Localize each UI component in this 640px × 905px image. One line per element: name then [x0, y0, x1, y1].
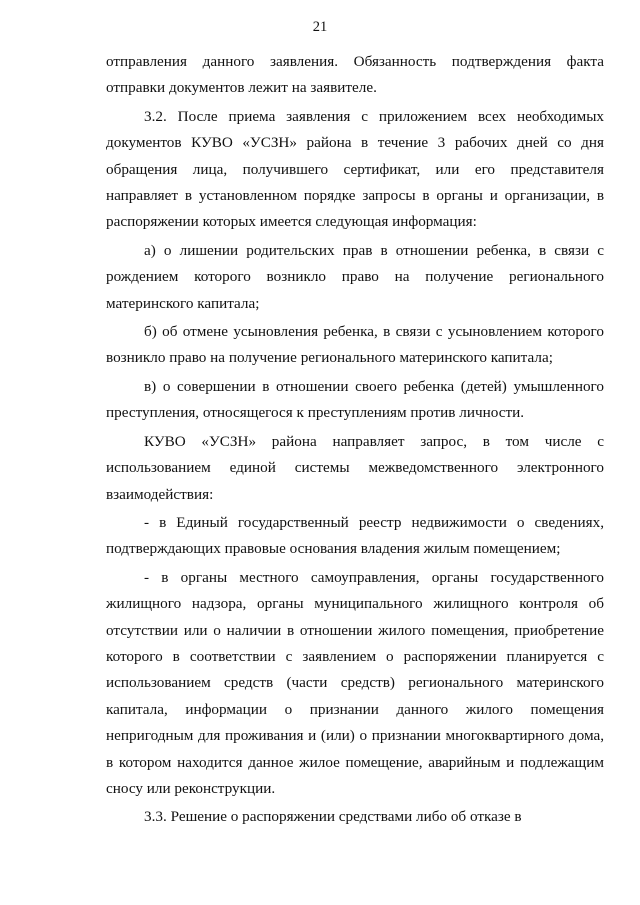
paragraph-continuation: отправления данного заявления. Обязанность подтверждения факта отправки документов лежит на заявителе. — [106, 53, 604, 97]
paragraph-dash-authorities: - в органы местного самоуправления, органы государственного жилищного надзора, органы муниципального жилищного контроля об отсутствии или о наличии в отношении жилого помещения, приобретение которого в соответствии с заявлением о распоряжении планируется с использованием средств (части средств) регионального материнского капитала, информации о признании данного жилого помещения непригодным для проживания и (или) о признании многоквартирного дома, в котором находится данное жилое помещение, аварийным и подлежащим сносу или реконструкции. — [106, 568, 604, 797]
paragraph-request: КУВО «УСЗН» района направляет запрос, в том числе с использованием единой системы межведомственного электронного взаимодействия: — [106, 432, 604, 503]
document-body — [106, 49, 604, 832]
paragraph-item-v: в) о совершении в отношении своего ребенка (детей) умышленного преступления, относящегося к преступлениям против личности. — [106, 377, 604, 422]
paragraph-item-b: б) об отмене усыновления ребенка, в связи с усыновлением которого возникло право на получение регионального материнского капитала; — [106, 323, 604, 367]
paragraph-section-3-2: 3.2. После приема заявления с приложением всех необходимых документов КУВО «УСЗН» района в течение 3 рабочих дней со дня обращения лица, получившего сертификат, или его представителя направляет в установленном порядке запросы в органы и организации, в распоряжении которых имеется следующая информация: — [106, 107, 604, 231]
paragraph-dash-registry: - в Единый государственный реестр недвижимости о сведениях, подтверждающих правовые основания владения жилым помещением; — [106, 513, 604, 558]
page-number: 21 — [312, 19, 328, 35]
paragraph-section-3-3: 3.3. Решение о распоряжении средствами либо об отказе в — [144, 808, 522, 826]
paragraph-item-a: а) о лишении родительских прав в отношении ребенка, в связи с рождением которого возникло право на получение регионального материнского капитала; — [106, 241, 604, 312]
